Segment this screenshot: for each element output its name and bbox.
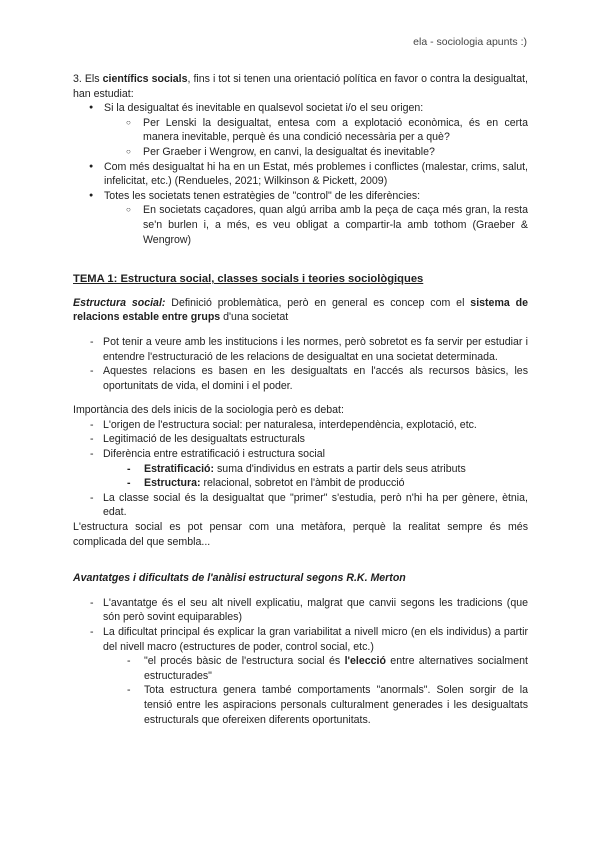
merton-list [73,596,528,727]
list-item: ○ Per Graeber i Wengrow, en canvi, la desigualtat és inevitable? [73,145,528,160]
list-item: ● Com més desigualtat hi ha en un Estat, més problemes i conflictes (malestar, crims, salut, infelicitat, etc.) (Rendueles, 2021; Wilkinson & Pickett, 2009) [73,160,528,189]
sec3-intro: 3. Els científics socials, fins i tot si tenen una orientació política en favor o contra la desigualtat, han estudiat: [73,73,528,100]
list-item: ● Totes les societats tenen estratègies de "control" de les diferències: ○ En societats caçadores, quan algú arriba amb la peça de caça més gran, la resta se'n burlen i, a més, es veu obligat a compartir-la amb tothom (Graeber & Wengrow) [73,189,528,247]
list-item: - L'avantatge és el seu alt nivell explicatiu, malgrat que canvii segons les tradicions (que són però sovint equiparables) [73,596,528,625]
list-item: - La classe social és la desigualtat que "primer" s'estudia, però n'hi ha per gènere, ètnia, edat. [73,491,528,520]
list-item: - Estratificació: suma d'individus en estrats a partir dels seus atributs [73,462,528,477]
importance-list [73,418,528,520]
list-item: - Legitimació de les desigualtats estructurals [73,432,528,447]
importance-intro: Importància des dels inicis de la sociologia però es debat: [73,404,344,417]
subsection-title: Avantatges i dificultats de l'anàlisi estructural segons R.K. Merton [73,572,406,585]
definition-paragraph: Estructura social: Definició problemàtica, però en general es concep com el sistema de relacions estable entre grups d'una societat [73,296,528,324]
list-item: ● Si la desigualtat és inevitable en qualsevol societat i/o el seu origen: ○ Per Lenski la desigualtat, entesa com a explotació econòmica, és en certa manera inevitable, perquè és una condició necessària per a què? ○ Per Graeber i Wengrow, en canvi, la desigualtat és inevitable? [73,101,528,159]
list-item: - "el procés bàsic de l'estructura social és l'elecció entre alternatives socialment estructurades" [73,654,528,683]
list-item: - La dificultat principal és explicar la gran variabilitat a nivell micro (en els individus) a partir del nivell macro (estructures de poder, control social, etc.) - "el procés bàsic de l'estructura social és l'elecció entre alternatives socialment estructurades" - Tota estructura genera també comportaments "anormals". Solen sorgir de la tensió entre les aspiracions personals culturalment generades i les desigualtats estructurals que ofereixen diferents oportunitats. [73,625,528,727]
document-body [73,72,528,727]
closing-paragraph: L'estructura social es pot pensar com una metàfora, perquè la realitat sempre és més complicada del que sembla... [73,521,528,548]
list-item: - L'origen de l'estructura social: per naturalesa, interdependència, explotació, etc. [73,418,528,433]
list-item: - Pot tenir a veure amb les institucions i les normes, però sobretot es fa servir per estudiar i entendre l'estructuració de les relacions de desigualtat en una societat determinada. [73,335,528,364]
list-item: - Diferència entre estratificació i estructura social - Estratificació: suma d'individus en estrats a partir dels seus atributs - Estructura: relacional, sobretot en l'àmbit de producció [73,447,528,491]
list-item: - Aquestes relacions es basen en les desigualtats en l'accés als recursos bàsics, les oportunitats de vida, el domini i el poder. [73,364,528,393]
sec3-bullets [73,101,528,247]
list-item: ○ En societats caçadores, quan algú arriba amb la peça de caça més gran, la resta se'n burlen i, a més, es veu obligat a compartir-la amb tothom (Graeber & Wengrow) [73,203,528,247]
list-item: - Estructura: relacional, sobretot en l'àmbit de producció [73,476,528,491]
page-header: ela - sociologia apunts :) [413,36,527,48]
section-title: TEMA 1: Estructura social, classes socials i teories sociològiques [73,273,424,286]
definition-list [73,335,528,393]
list-item: ○ Per Lenski la desigualtat, entesa com a explotació econòmica, és en certa manera inevitable, perquè és una condició necessària per a què? [73,116,528,145]
list-item: - Tota estructura genera també comportaments "anormals". Solen sorgir de la tensió entre les aspiracions personals culturalment generades i les desigualtats estructurals que ofereixen diferents oportunitats. [73,683,528,727]
